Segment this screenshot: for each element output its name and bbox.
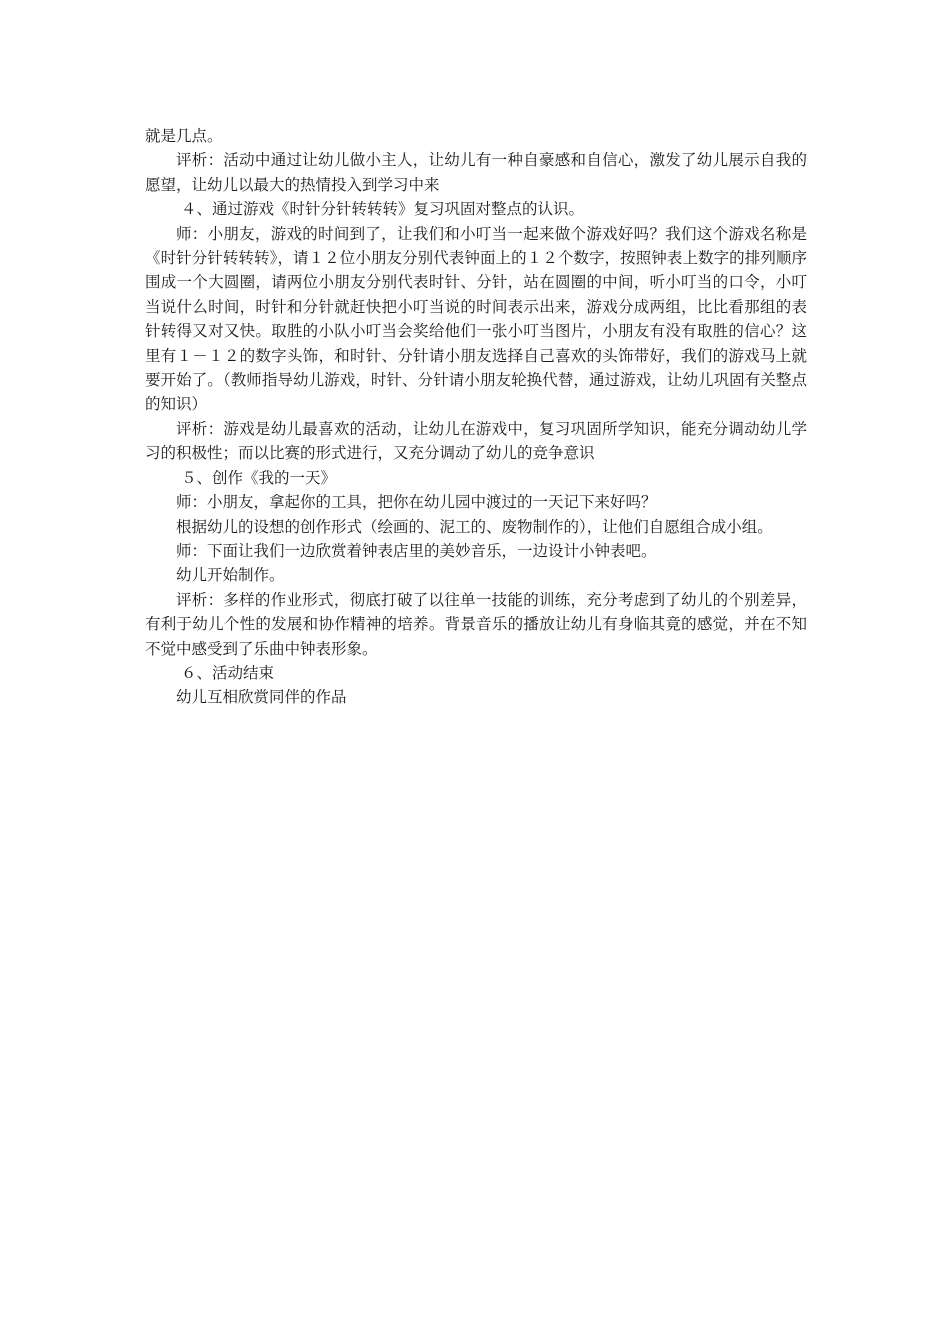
section-heading-6: ６、活动结束 [181,663,275,682]
paragraph-commentary: 评析：多样的作业形式，彻底打破了以往单一技能的训练，充分考虑到了幼儿的个别差异，有利于幼儿个性的发展和协作精神的培养。背景音乐的播放让幼儿有身临其竟的感觉，并在不知不觉中感受到了乐曲中钟表形象。 [145,590,807,658]
paragraph-commentary: 评析：游戏是幼儿最喜欢的活动，让幼儿在游戏中，复习巩固所学知识，能充分调动幼儿学习的积极性；而以比赛的形式进行，又充分调动了幼儿的竞争意识 [145,419,807,463]
paragraph-commentary: 评析：活动中通过让幼儿做小主人，让幼儿有一种自豪感和自信心，激发了幼儿展示自我的愿望，让幼儿以最大的热情投入到学习中来 [145,151,807,194]
paragraph-teacher-game: 师：小朋友，游戏的时间到了，让我们和小叮当一起来做个游戏好吗？我们这个游戏名称是《时针分针转转转》，请１２位小朋友分别代表钟面上的１２个数字，按照钟表上数字的排列顺序围成一个大圆圈，请两位小朋友分别代表时针、分针，站在圆圈的中间，听小叮当的口令，小叮当说什么时间，时针和分针就赶快把小叮当说的时间表示出来，游戏分成两组，比比看那组的表针转得又对又快。取胜的小队小叮当会奖给他们一张小叮当图片，小朋友有没有取胜的信心？这里有１－１２的数字头饰，和时针、分针请小朋友选择自己喜欢的头饰带好，我们的游戏马上就要开始了。（教师指导幼儿游戏，时针、分针请小朋友轮换代替，通过游戏，让幼儿巩固有关整点的知识） [145,224,807,414]
paragraph-grouping: 根据幼儿的设想的创作形式（绘画的、泥工的、废物制作的），让他们自愿组合成小组。 [176,517,773,536]
document-body [145,124,807,710]
paragraph-teacher-music: 师：下面让我们一边欣赏着钟表店里的美妙音乐，一边设计小钟表吧。 [176,541,657,560]
paragraph-start-making: 幼儿开始制作。 [176,566,285,585]
paragraph-continuation: 就是几点。 [145,127,223,145]
section-heading-5: ５、创作《我的一天》 [181,468,337,487]
paragraph-teacher: 师：小朋友，拿起你的工具，把你在幼儿园中渡过的一天记下来好吗？ [176,493,657,512]
paragraph-closing: 幼儿互相欣赏同伴的作品 [176,688,347,707]
section-heading-4: ４、通过游戏《时针分针转转转》复习巩固对整点的认识。 [181,200,585,219]
